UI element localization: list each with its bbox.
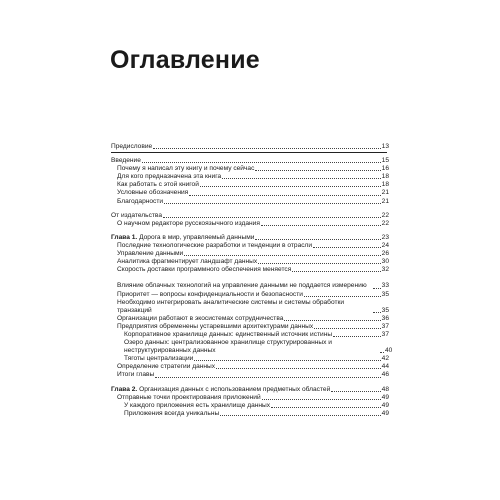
page-number: 22 <box>381 219 389 227</box>
toc-entry[interactable] <box>111 363 389 371</box>
toc-entry[interactable] <box>111 157 389 165</box>
chapter-title: Организация данных с использованием предметных областей <box>137 385 331 393</box>
toc-entry[interactable] <box>111 291 389 299</box>
dot-leader <box>200 186 381 187</box>
toc-entry-title: Предисловие <box>111 143 153 150</box>
toc-entry-title: Приложения всегда уникальны <box>124 409 220 417</box>
page-number: 18 <box>381 181 389 189</box>
dot-leader <box>142 162 381 163</box>
page-number: 46 <box>381 371 389 379</box>
dot-leader <box>284 320 380 321</box>
dot-leader <box>314 328 380 329</box>
dot-leader <box>380 352 384 353</box>
toc-entry-title: Необходимо интегрировать аналитические системы и системы обработки транзакций <box>117 298 345 314</box>
page-number: 21 <box>381 189 389 197</box>
toc-entry[interactable] <box>111 258 389 266</box>
dot-leader <box>313 247 381 248</box>
toc-entry-title: Последние технологические разработки и тенденции в отрасли <box>117 241 313 249</box>
toc-entry-title: О научном редакторе русскоязычного издания <box>117 219 260 227</box>
dot-leader <box>373 312 381 313</box>
toc-entry[interactable] <box>111 165 389 173</box>
dot-leader <box>184 255 380 256</box>
dot-leader <box>292 271 380 272</box>
page-number: 13 <box>381 143 389 150</box>
page-number: 49 <box>381 409 389 417</box>
toc-entry-title <box>111 234 254 242</box>
page-number: 48 <box>381 385 389 393</box>
page-number: 32 <box>381 266 389 274</box>
dot-leader <box>261 225 381 226</box>
toc-entry[interactable] <box>111 234 389 242</box>
toc-entry-title: Для кого предназначена эта книга <box>117 173 222 181</box>
dot-leader <box>255 239 380 240</box>
toc-entry-title: Тяготы централизации <box>124 355 194 363</box>
page-number: 49 <box>381 401 389 409</box>
toc-entry-title: Озеро данных: централизованное хранилище структурированных и неструктурированных данных <box>124 339 332 355</box>
dot-leader <box>164 203 381 204</box>
page-number: 37 <box>381 330 389 338</box>
dot-leader <box>333 336 381 337</box>
toc-entry[interactable] <box>111 331 389 339</box>
page-number: 30 <box>381 258 389 266</box>
toc-entry-title: Влияние облачных технологий на управление данными не поддается измерению <box>117 282 367 290</box>
dot-leader <box>304 296 381 297</box>
toc-entry[interactable] <box>111 386 389 394</box>
dot-leader <box>262 399 381 400</box>
page-number: 15 <box>381 157 389 165</box>
toc-entry-title: Скорость доставки программного обеспечения меняется <box>117 266 292 274</box>
toc-entry[interactable] <box>111 198 389 206</box>
toc-entry-title: От издательства <box>111 211 163 219</box>
toc-entry-title: Корпоративное хранилище данных: единственный источник истины <box>124 330 333 338</box>
page-number: 36 <box>381 314 389 322</box>
page-number: 22 <box>381 211 389 219</box>
toc-entry[interactable] <box>111 394 389 402</box>
toc-entry[interactable] <box>111 189 389 197</box>
toc-entry-title: У каждого приложения есть хранилище данных <box>124 401 271 409</box>
toc-entry[interactable] <box>111 371 389 379</box>
page-number: 35 <box>381 306 389 314</box>
toc-entry[interactable] <box>111 323 389 331</box>
page-number: 26 <box>381 250 389 258</box>
dot-leader <box>222 178 380 179</box>
page-number: 18 <box>381 173 389 181</box>
toc-entry[interactable] <box>111 250 389 258</box>
dot-leader <box>373 288 381 289</box>
page-number: 21 <box>381 197 389 205</box>
toc-entry-title <box>111 386 330 394</box>
dot-leader <box>153 148 380 149</box>
toc-entry-title: Благодарности <box>117 197 164 205</box>
toc-entry[interactable] <box>111 212 389 220</box>
page-number: 49 <box>381 393 389 401</box>
toc-entry-title: Организации работают в экосистемах сотрудничества <box>117 314 284 322</box>
page-number: 24 <box>381 241 389 249</box>
dot-leader <box>194 360 380 361</box>
toc-entry-title: Приоритет — вопросы конфиденциальности и безопасности <box>117 290 303 298</box>
page-number: 44 <box>381 363 389 371</box>
toc-entry-title: Отправные точки проектирования приложений <box>117 393 261 401</box>
toc-entry[interactable] <box>111 143 389 151</box>
table-of-contents <box>111 143 393 418</box>
toc-entry-title: Как работать с этой книгой <box>117 181 199 189</box>
page-number: 35 <box>381 290 389 298</box>
toc-entry-title: Введение <box>111 157 141 165</box>
dot-leader <box>155 377 380 378</box>
dot-leader <box>271 407 381 408</box>
page-title: Оглавление <box>110 46 260 74</box>
page-number: 23 <box>381 233 389 241</box>
toc-entry-title: Почему я написал эту книгу и почему сейчас <box>117 165 255 173</box>
page-number: 42 <box>381 355 389 363</box>
dot-leader <box>216 368 381 369</box>
toc-entry[interactable] <box>111 402 389 410</box>
dot-leader <box>255 170 380 171</box>
dot-leader <box>220 415 380 416</box>
toc-entry[interactable] <box>111 355 389 363</box>
dot-leader <box>163 217 381 218</box>
toc-entry[interactable] <box>111 339 393 355</box>
dot-leader <box>331 391 380 392</box>
toc-entry[interactable] <box>111 299 389 315</box>
toc-entry-title: Определение стратегии данных <box>117 363 216 371</box>
page-number: 37 <box>381 322 389 330</box>
chapter-title: Дорога в мир, управляемый данными <box>137 233 255 241</box>
toc-entry[interactable] <box>111 274 389 290</box>
dot-leader <box>189 195 380 196</box>
chapter-number: Глава 1. <box>111 233 138 241</box>
toc-entry-title: Управление данными <box>117 250 184 258</box>
toc-entry[interactable] <box>111 266 389 274</box>
page-number: 33 <box>381 282 389 290</box>
dot-leader <box>258 263 380 264</box>
toc-entry-title: Предприятия обременены устаревшими архитектурами данных <box>117 322 314 330</box>
chapter-number: Глава 2. <box>111 385 138 393</box>
toc-entry-title: Аналитика фрагментирует ландшафт данных <box>117 258 258 266</box>
toc-entry[interactable] <box>111 220 389 228</box>
toc-entry-title: Итоги главы <box>117 371 155 379</box>
page-number: 16 <box>381 165 389 173</box>
toc-entry[interactable] <box>111 242 389 250</box>
toc-entry[interactable] <box>111 315 389 323</box>
toc-entry-title: Условные обозначения <box>117 189 189 197</box>
page-number: 40 <box>385 347 393 355</box>
toc-entry[interactable] <box>111 410 389 418</box>
